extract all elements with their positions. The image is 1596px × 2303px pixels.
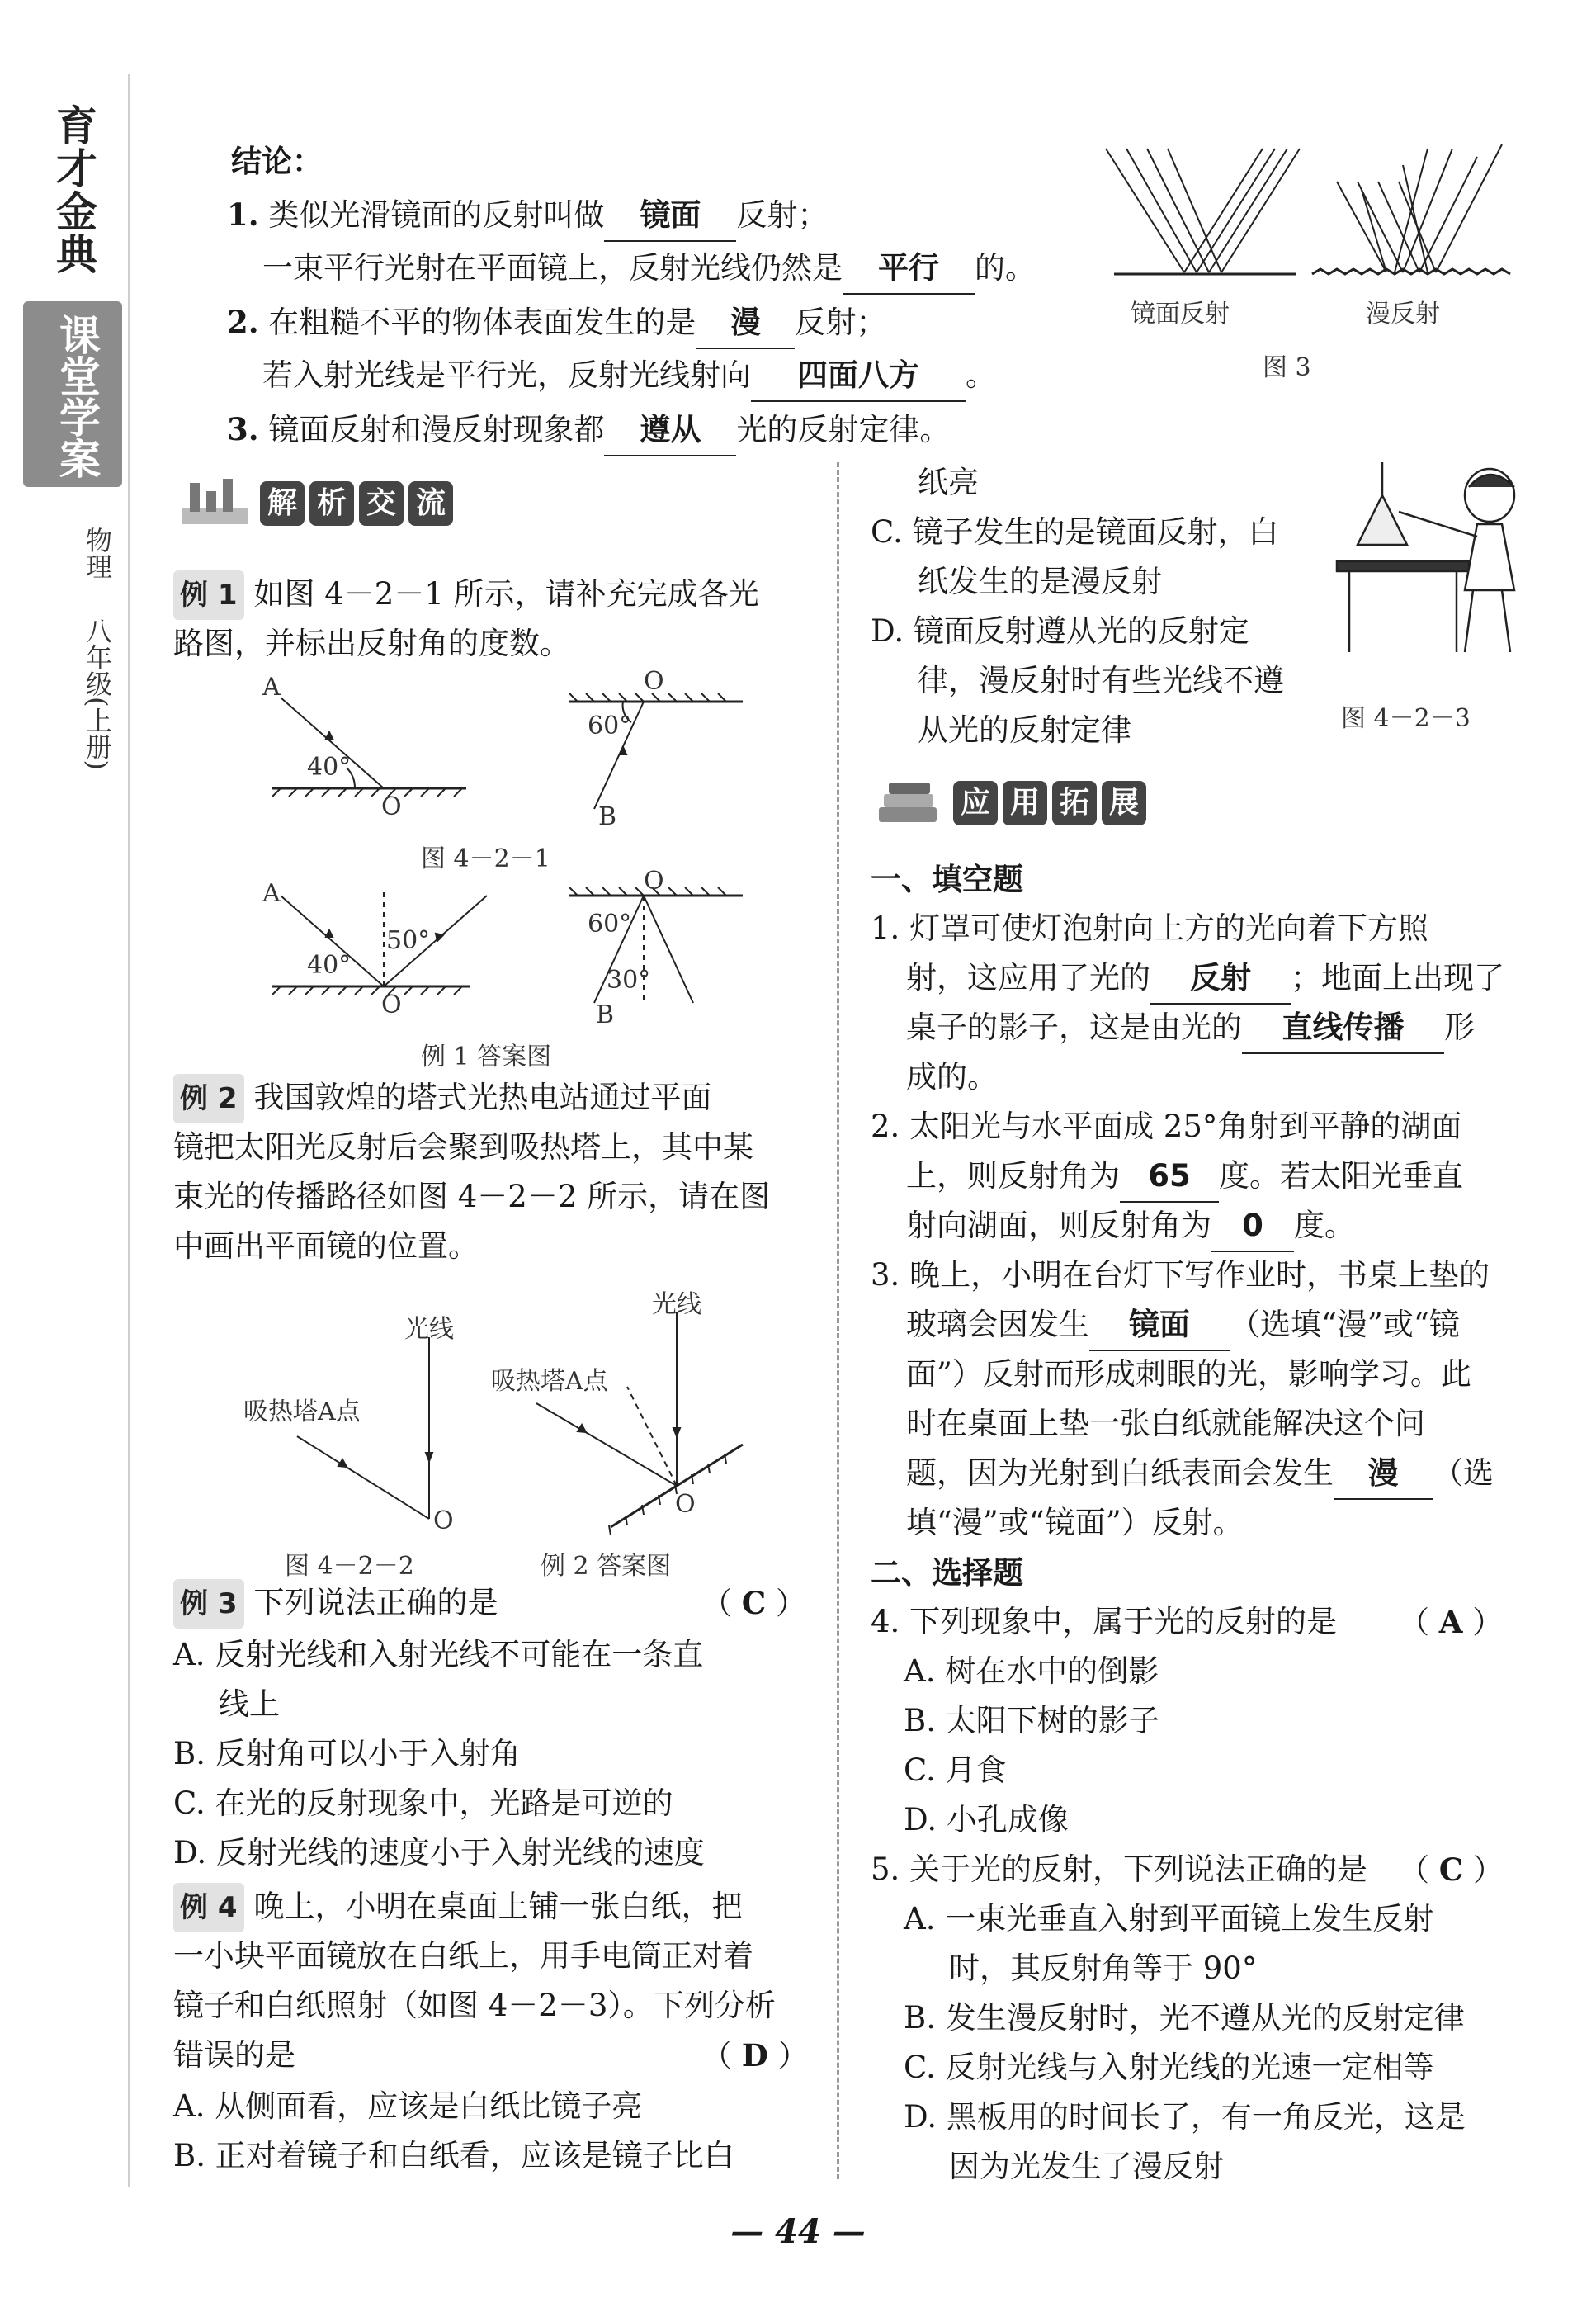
conclusion-title: 结论： — [231, 143, 323, 179]
ex4-fig-caption: 图 4－2－3 — [1341, 704, 1471, 733]
ex2-ans-label-light: 光线 — [652, 1290, 701, 1319]
fill-q1-line-3: 桌子的影子，这是由光的 直线传播 形 — [906, 1003, 1475, 1054]
choice-q5-option-a: A. 一束光垂直入射到平面镜上发生反射 — [904, 1901, 1434, 1937]
ex4-line-3: 镜子和白纸照射（如图 4－2－3）。下列分析 — [173, 1988, 776, 2023]
conclusion-item-1: 1. 类似光滑镜面的反射叫做 镜面 反射； — [227, 190, 828, 242]
fill-q2-line-1: 2. 太阳光与水平面成 25°角射到平静的湖面 — [871, 1109, 1462, 1144]
ex1-ans-label-O: O — [381, 991, 402, 1019]
ex1-answer-caption: 例 1 答案图 — [421, 1043, 552, 1071]
ex1-label-60: 60° — [588, 712, 632, 740]
ex1-ans-label-40: 40° — [307, 951, 352, 980]
bar-chart-icon — [177, 475, 252, 532]
ex1-ans-label-O2: O — [644, 867, 664, 896]
choice-q5-stem: 5. 关于光的反射，下列说法正确的是 — [871, 1851, 1368, 1887]
sidebar-grade: 八年级(上册) — [82, 617, 113, 770]
ex1-label-O: O — [381, 792, 402, 821]
ex1-label-O2: O — [644, 667, 664, 696]
specular-reflection-rays — [1106, 149, 1300, 274]
ex2-ans-label-O: O — [675, 1490, 696, 1519]
ex4-option-d-cont: 律，漫反射时有些光线不遵 — [918, 663, 1284, 698]
sidebar-section-title: 课堂学案 — [53, 314, 101, 479]
fill-q2-line-2: 上，则反射角为 65 度。若太阳光垂直 — [906, 1152, 1463, 1203]
ex4-option-a: A. 从侧面看，应该是白纸比镜子亮 — [173, 2088, 643, 2124]
ex1-ans-label-60: 60° — [588, 910, 632, 939]
choice-q5-option-c: C. 反射光线与入射光线的光速一定相等 — [904, 2050, 1434, 2085]
ex3-option-b: B. 反射角可以小于入射角 — [173, 1736, 521, 1771]
ex2-ans-label-tower: 吸热塔A点 — [491, 1367, 608, 1396]
ex3-option-c: C. 在光的反射现象中，光路是可逆的 — [173, 1785, 673, 1821]
choice-q5-option-b: B. 发生漫反射时，光不遵从光的反射定律 — [904, 2000, 1465, 2036]
fill-q1-line-4: 成的。 — [906, 1059, 998, 1095]
fig3-label-specular: 镜面反射 — [1131, 300, 1230, 329]
ex2-line-3: 束光的传播路径如图 4－2－2 所示，请在图 — [173, 1179, 771, 1214]
figure-3-reflection-diagram — [1089, 132, 1518, 297]
sidebar-rule — [128, 74, 130, 2187]
ex1-line-1: 例 1 如图 4－2－1 所示，请补充完成各光 — [173, 570, 759, 620]
choice-q4-option-b: B. 太阳下树的影子 — [904, 1703, 1159, 1738]
ex4-option-c-cont: 纸发生的是漫反射 — [918, 564, 1162, 599]
fill-title: 一、填空题 — [871, 861, 1023, 897]
ex4-line-2: 一小块平面镜放在白纸上，用手电筒正对着 — [173, 1938, 753, 1974]
choice-q4-stem: 4. 下列现象中，属于光的反射的是 — [871, 1604, 1338, 1639]
book-brand: 育才金典 — [50, 104, 97, 276]
ex4-line-1: 例 4 晚上，小明在桌面上铺一张白纸，把 — [173, 1882, 743, 1932]
fill-q1-line-1: 1. 灯罩可使灯泡射向上方的光向着下方照 — [871, 910, 1429, 946]
ex3-option-d: D. 反射光线的速度小于入射光线的速度 — [173, 1835, 705, 1870]
ex2-label-O: O — [433, 1506, 454, 1535]
fill-q3-line-6: 填“漫”或“镜面”）反射。 — [906, 1505, 1244, 1540]
page-number: — 44 — — [730, 2212, 866, 2251]
ex2-label-tower: 吸热塔A点 — [243, 1397, 361, 1426]
choice-q5-answer: （ C ） — [1399, 1851, 1504, 1888]
choice-q5-option-a-cont: 时，其反射角等于 90° — [949, 1951, 1258, 1986]
ex3-answer: （ C ） — [701, 1585, 806, 1621]
ex1-ans-label-A: A — [262, 879, 281, 908]
ex2-fig-caption: 图 4－2－2 — [285, 1552, 414, 1581]
choice-q5-option-d: D. 黑板用的时间长了，有一角反光，这是 — [904, 2099, 1466, 2135]
choice-q4-option-a: A. 树在水中的倒影 — [904, 1653, 1159, 1689]
ex1-label-40: 40° — [307, 753, 352, 782]
ex1-line-2: 路图，并标出反射角的度数。 — [173, 626, 570, 661]
choice-q4-answer: （ A ） — [1399, 1604, 1504, 1640]
ex3-option-a: A. 反射光线和入射光线不可能在一条直 — [173, 1637, 704, 1672]
fill-q3-line-1: 3. 晚上，小明在台灯下写作业时，书桌上垫的 — [871, 1257, 1490, 1293]
fill-q3-line-2: 玻璃会因发生 镜面 （选填“漫”或“镜 — [906, 1300, 1460, 1351]
column-divider — [837, 462, 839, 2179]
ex4-option-b-cont: 纸亮 — [918, 465, 979, 500]
ex2-line-2: 镜把太阳光反射后会聚到吸热塔上，其中某 — [173, 1129, 753, 1165]
ex3-question: 例 3 下列说法正确的是 — [173, 1578, 498, 1629]
sidebar-subject: 物理 — [82, 527, 113, 579]
fill-q3-line-3: 面”）反射而形成刺眼的光，影响学习。此 — [906, 1356, 1471, 1392]
ex4-option-d: D. 镜面反射遵从光的反射定 — [871, 613, 1249, 649]
section-analysis-header: 解 析 交 流 — [177, 475, 458, 532]
ex1-label-B: B — [598, 802, 617, 831]
ex2-line-4: 中画出平面镜的位置。 — [173, 1228, 479, 1264]
conclusion-item-1b: 一束平行光射在平面镜上，反射光线仍然是 平行 的。 — [262, 244, 1036, 295]
section-extension-header: 应 用 拓 展 — [871, 774, 1151, 832]
ex4-option-d-cont2: 从光的反射定律 — [918, 712, 1131, 748]
ex2-line-1: 例 2 我国敦煌的塔式光热电站通过平面 — [173, 1073, 712, 1123]
conclusion-item-2b: 若入射光线是平行光，反射光线射向 四面八方 。 — [262, 351, 996, 402]
fill-q1-line-2: 射，这应用了光的 反射 ；地面上出现了 — [906, 953, 1504, 1005]
ex4-option-c: C. 镜子发生的是镜面反射，白 — [871, 514, 1279, 550]
ex2-label-light: 光线 — [404, 1315, 454, 1344]
ex4-option-b: B. 正对着镜子和白纸看，应该是镜子比白 — [173, 2138, 734, 2173]
ex1-ans-label-30: 30° — [607, 966, 651, 995]
choice-q4-option-c: C. 月食 — [904, 1752, 1007, 1788]
conclusion-item-3: 3. 镜面反射和漫反射现象都 遵从 光的反射定律。 — [227, 404, 950, 456]
ex4-answer: （ D ） — [701, 2037, 809, 2074]
fig3-caption: 图 3 — [1263, 353, 1311, 382]
diffuse-reflection-rays — [1312, 144, 1510, 274]
conclusion-item-2: 2. 在粗糙不平的物体表面发生的是 漫 反射； — [227, 297, 886, 349]
ex3-option-a-cont: 线上 — [219, 1686, 280, 1722]
fig3-label-diffuse: 漫反射 — [1366, 300, 1440, 329]
ex1-fig-caption: 图 4－2－1 — [421, 844, 550, 873]
fill-q2-line-3: 射向湖面，则反射角为 0 度。 — [906, 1201, 1355, 1252]
ex1-ans-label-B: B — [596, 1000, 615, 1029]
choice-title: 二、选择题 — [871, 1554, 1023, 1591]
choice-q4-option-d: D. 小孔成像 — [904, 1802, 1069, 1837]
ex4-line-4: 错误的是 — [173, 2037, 295, 2073]
ex4-figure-boy-flashlight — [1333, 462, 1547, 669]
ex2-answer-caption: 例 2 答案图 — [541, 1552, 672, 1581]
ex1-ans-label-50: 50° — [386, 926, 431, 955]
fill-q3-line-4: 时在桌面上垫一张白纸就能解决这个问 — [906, 1406, 1425, 1441]
choice-q5-option-d-cont: 因为光发生了漫反射 — [949, 2149, 1224, 2184]
books-icon — [871, 774, 945, 832]
fill-q3-line-5: 题，因为光射到白纸表面会发生 漫 （选 — [906, 1449, 1494, 1500]
ex1-label-A: A — [262, 673, 281, 702]
